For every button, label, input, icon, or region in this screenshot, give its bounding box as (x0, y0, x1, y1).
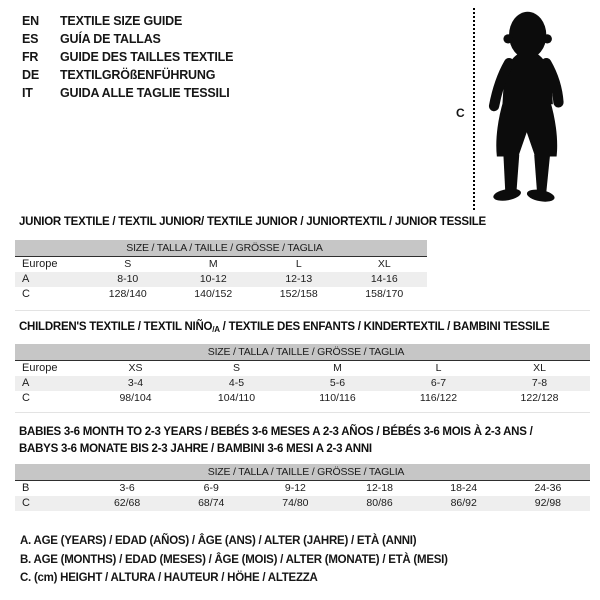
language-label: GUÍA DE TALLAS (60, 32, 161, 46)
table-row-height (15, 496, 590, 511)
language-code: IT (22, 86, 33, 100)
size-header-row (15, 344, 590, 361)
language-label: GUIDA ALLE TAGLIE TESSILI (60, 86, 230, 100)
language-row-en (22, 12, 233, 30)
size-header-row (15, 240, 427, 257)
table-row-height (15, 391, 590, 406)
height-cell: 104/110 (217, 392, 256, 404)
language-code: ES (22, 32, 39, 46)
row-label: A (15, 272, 85, 287)
months-cell: 12-18 (366, 482, 393, 495)
size-header-bar: SIZE / TALLA / TAILLE / GRÖSSE / TAGLIA (15, 464, 590, 481)
age-cell: 8-10 (85, 272, 171, 287)
language-label: GUIDE DES TAILLES TEXTILE (60, 50, 234, 64)
row-label: C (22, 392, 30, 404)
height-cell: 116/122 (419, 392, 458, 404)
months-cell: 24-36 (534, 482, 562, 495)
row-label: C (22, 288, 30, 300)
height-cell: 68/74 (169, 496, 253, 511)
row-label: Europe (22, 258, 58, 271)
age-cell: 12-13 (256, 272, 342, 287)
language-label: TEXTILE SIZE GUIDE (60, 14, 183, 28)
height-cell: 128/140 (108, 288, 147, 300)
toddler-silhouette-icon (481, 8, 565, 206)
table-row-height (15, 287, 427, 302)
size-cell: XS (128, 362, 143, 375)
junior-table-title: JUNIOR TEXTILE / TEXTIL JUNIOR/ TEXTILE JUNIOR / JUNIORTEXTIL / JUNIOR TESSILE (19, 216, 486, 228)
footnote-b: B. AGE (MONTHS) / EDAD (MESES) / ÂGE (MOIS) / ALTER (MONATE) / ETÀ (MESI) (20, 553, 448, 566)
size-header-bar: SIZE / TALLA / TAILLE / GRÖSSE / TAGLIA (15, 344, 590, 361)
height-cell: 98/104 (119, 392, 152, 404)
months-cell: 9-12 (284, 482, 306, 495)
language-code: DE (22, 68, 39, 82)
height-cell: 158/170 (365, 288, 404, 300)
row-label: Europe (22, 362, 58, 375)
height-cell: 86/92 (422, 496, 506, 511)
age-cell: 4-5 (186, 376, 287, 391)
age-cell: 3-4 (85, 376, 186, 391)
row-label: B (22, 482, 30, 495)
language-row-it (22, 84, 233, 102)
height-cell: 122/128 (520, 392, 559, 404)
table-row-europe (15, 257, 427, 272)
children-table-title (19, 319, 550, 338)
size-cell: L (295, 258, 302, 271)
size-cell: S (232, 362, 240, 375)
row-label: C (15, 496, 85, 511)
language-code: FR (22, 50, 39, 64)
size-header-bar: SIZE / TALLA / TAILLE / GRÖSSE / TAGLIA (15, 240, 427, 257)
height-cell: 110/116 (319, 392, 356, 404)
age-cell: 5-6 (287, 376, 388, 391)
height-cell: 152/158 (279, 288, 318, 300)
age-cell: 7-8 (489, 376, 590, 391)
size-cell: M (333, 362, 342, 375)
height-cell: 80/86 (337, 496, 421, 511)
section-divider (15, 310, 590, 311)
language-row-de (22, 66, 233, 84)
children-title-pre: CHILDREN'S TEXTILE / TEXTIL NIÑO (19, 321, 213, 333)
footnote-a: A. AGE (YEARS) / EDAD (AÑOS) / ÂGE (ANS) / ALTER (JAHRE) / ETÀ (ANNI) (20, 535, 417, 547)
toddler-figure (450, 6, 596, 212)
footnote-legend (20, 532, 448, 588)
junior-size-table (15, 240, 427, 302)
children-size-table (15, 344, 590, 406)
babies-title-line1: BABIES 3-6 MONTH TO 2-3 YEARS / BEBÉS 3-6 MESES A 2-3 AÑOS / BÉBÉS 3-6 MOIS À 2-3 ANS / (19, 426, 533, 438)
size-cell: S (124, 258, 132, 271)
table-row-age (15, 272, 427, 287)
height-measure-dotted-line (473, 8, 475, 210)
height-cell: 62/68 (85, 496, 169, 511)
table-row-months (15, 481, 590, 496)
months-cell: 18-24 (450, 482, 478, 495)
height-cell: 140/152 (194, 288, 233, 300)
babies-title-line2: BABYS 3-6 MONATE BIS 2-3 JAHRE / BAMBINI 3-6 MESI A 2-3 ANNI (19, 443, 372, 455)
babies-size-table (15, 464, 590, 511)
language-row-fr (22, 48, 233, 66)
age-cell: 10-12 (171, 272, 257, 287)
row-label: A (15, 376, 85, 391)
language-label: TEXTILGRÖßENFÜHRUNG (60, 68, 216, 82)
language-title-list (22, 12, 233, 102)
months-cell: 3-6 (119, 482, 135, 495)
height-cell: 92/98 (506, 496, 590, 511)
babies-table-title (19, 424, 533, 458)
height-cell: 74/80 (253, 496, 337, 511)
age-cell: 14-16 (342, 272, 428, 287)
language-code: EN (22, 14, 39, 28)
children-title-post: / TEXTILE DES ENFANTS / KINDERTEXTIL / BAMBINI TESSILE (219, 321, 550, 333)
age-cell: 6-7 (388, 376, 489, 391)
table-row-europe (15, 361, 590, 376)
height-measure-label: C (456, 106, 465, 120)
size-cell: XL (533, 362, 546, 375)
size-header-row (15, 464, 590, 481)
size-cell: M (208, 258, 218, 271)
footnote-c: C. (cm) HEIGHT / ALTURA / HAUTEUR / HÖHE / ALTEZZA (20, 572, 318, 584)
size-cell: XL (377, 258, 391, 271)
table-row-age (15, 376, 590, 391)
section-divider (15, 412, 590, 413)
months-cell: 6-9 (203, 482, 219, 495)
children-title-subscript: /A (212, 325, 220, 334)
size-cell: L (435, 362, 442, 375)
language-row-es (22, 30, 233, 48)
